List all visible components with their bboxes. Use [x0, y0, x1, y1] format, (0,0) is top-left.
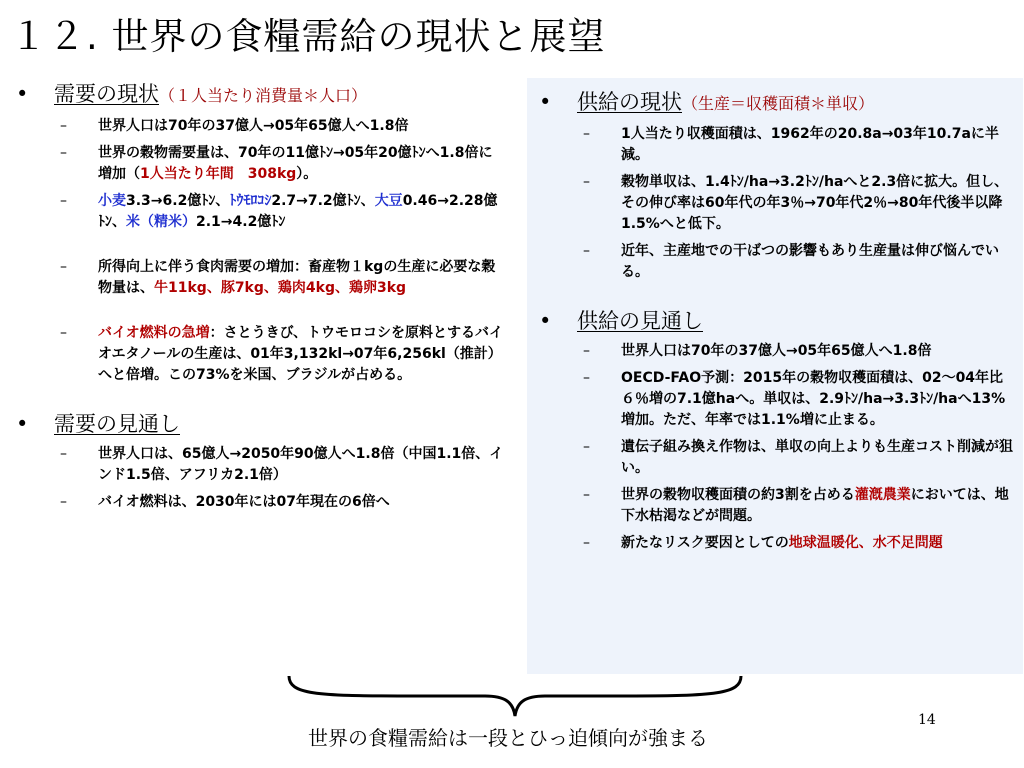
dash-icon: – [60, 325, 67, 341]
highlight-text: 牛11kg、豚7kg、鶏肉4kg、鶏卵3kg [154, 280, 407, 296]
list-item: – 1人当たり収穫面積は、1962年の20.8a→03年10.7aに半減。 [583, 126, 999, 163]
slide-title: １２. 世界の食糧需給の現状と展望 [10, 15, 606, 58]
list-item: – 世界人口は70年の37億人→05年65億人へ1.8倍 [14, 116, 504, 137]
list-item: – バイオ燃料の急増：さとうきび、トウモロコシを原料とするバイオエタノールの生産は、01年3,132kl→07年6,256kl（推計）へと倍増。この73%を米国、ブラジルが占める。 [60, 325, 504, 383]
heading-subtitle: （生産＝収穫面積＊単収） [682, 94, 875, 113]
dash-icon: – [583, 174, 590, 190]
dash-icon: – [60, 494, 67, 510]
list-item: – 世界人口は、65億人→2050年90億人へ1.8倍（中国1.1倍、インド1.5倍、アフリカ2.1倍） [60, 446, 504, 483]
dash-icon: – [583, 439, 590, 455]
curly-brace-icon [285, 672, 745, 720]
dash-icon: – [583, 370, 590, 386]
dash-icon: – [60, 145, 67, 161]
demand-outlook-heading [14, 410, 504, 438]
bullet-icon: • [16, 82, 29, 106]
list-item: – 世界の穀物収穫面積の約3割を占める灌漑農業においては、地下水枯渇などが問題。 [583, 487, 1009, 524]
dash-icon: – [60, 193, 67, 209]
supply-outlook-heading [537, 307, 1015, 335]
supply-current-heading [537, 88, 1015, 118]
list-item: – OECD-FAO予測：2015年の穀物収穫面積は、02～04年比６％増の7.1億haへ。単収は、2.9ﾄﾝ/ha→3.3ﾄﾝ/haへ13%増加。ただ、年率では1.1%増に止まる。 [583, 370, 1006, 428]
dash-icon: – [583, 487, 590, 503]
bullet-icon: • [539, 309, 552, 333]
crop-label-rice: 米（精米） [126, 214, 196, 230]
list-item: – 遺伝子組み換え作物は、単収の向上よりも生産コスト削減が狙い。 [583, 439, 1013, 476]
list-item: – 世界の穀物需要量は、70年の11億ﾄﾝ→05年20億ﾄﾝへ1.8倍に増加（1人当たり年間 308kg）。 [60, 145, 493, 182]
demand-column [14, 80, 504, 513]
conclusion-text: 世界の食糧需給は一段とひっ迫傾向が強まる [308, 726, 708, 750]
demand-current-heading [14, 80, 504, 110]
list-item: – バイオ燃料は、2030年には07年現在の6倍へ [14, 492, 504, 513]
dash-icon: – [60, 118, 67, 134]
heading-label: 供給の現状 [577, 90, 682, 114]
list-item: – 近年、主産地での干ばつの影響もあり生産量は伸び悩んでいる。 [583, 243, 999, 280]
bullet-icon: • [539, 90, 552, 114]
dash-icon: – [583, 535, 590, 551]
dash-icon: – [583, 343, 590, 359]
dash-icon: – [60, 446, 67, 462]
highlight-text: バイオ燃料の急増 [98, 325, 210, 341]
heading-label: 需要の現状 [54, 82, 159, 106]
heading-label: 供給の見通し [577, 309, 703, 333]
bullet-icon: • [16, 412, 29, 436]
highlight-text: 地球温暖化、水不足問題 [788, 535, 943, 551]
highlight-text: 1人当たり年間 308kg [140, 166, 297, 182]
crop-label-corn: ﾄｳﾓﾛｺｼ [229, 193, 272, 209]
dash-icon: – [60, 259, 67, 275]
heading-subtitle: （１人当たり消費量＊人口） [159, 86, 368, 105]
list-item: – 所得向上に伴う食肉需要の増加：畜産物１kgの生産に必要な穀物量は、牛11kg、豚7kg、鶏肉4kg、鶏卵3kg [60, 259, 496, 296]
crop-label-soy: 大豆 [374, 193, 403, 209]
list-item: – 穀物単収は、1.4ﾄﾝ/ha→3.2ﾄﾝ/haへと2.3倍に拡大。但し、その伸び率は60年代の年3％→70年代2％→80年代後半以降1.5%へと低下。 [583, 174, 1009, 232]
dash-icon: – [583, 243, 590, 259]
list-item: – 小麦3.3→6.2億ﾄﾝ、ﾄｳﾓﾛｺｼ2.7→7.2億ﾄﾝ、大豆0.46→2.28億ﾄﾝ、米（精米）2.1→4.2億ﾄﾝ [60, 193, 498, 230]
heading-label: 需要の見通し [54, 412, 180, 436]
list-item: – 新たなリスク要因としての地球温暖化、水不足問題 [537, 533, 1015, 554]
page-number: 14 [918, 712, 936, 728]
crop-label-wheat: 小麦 [98, 193, 126, 209]
supply-column [537, 88, 1015, 554]
dash-icon: – [583, 126, 590, 142]
list-item: – 世界人口は70年の37億人→05年65億人へ1.8倍 [537, 341, 1015, 362]
highlight-text: 灌漑農業 [854, 487, 911, 503]
